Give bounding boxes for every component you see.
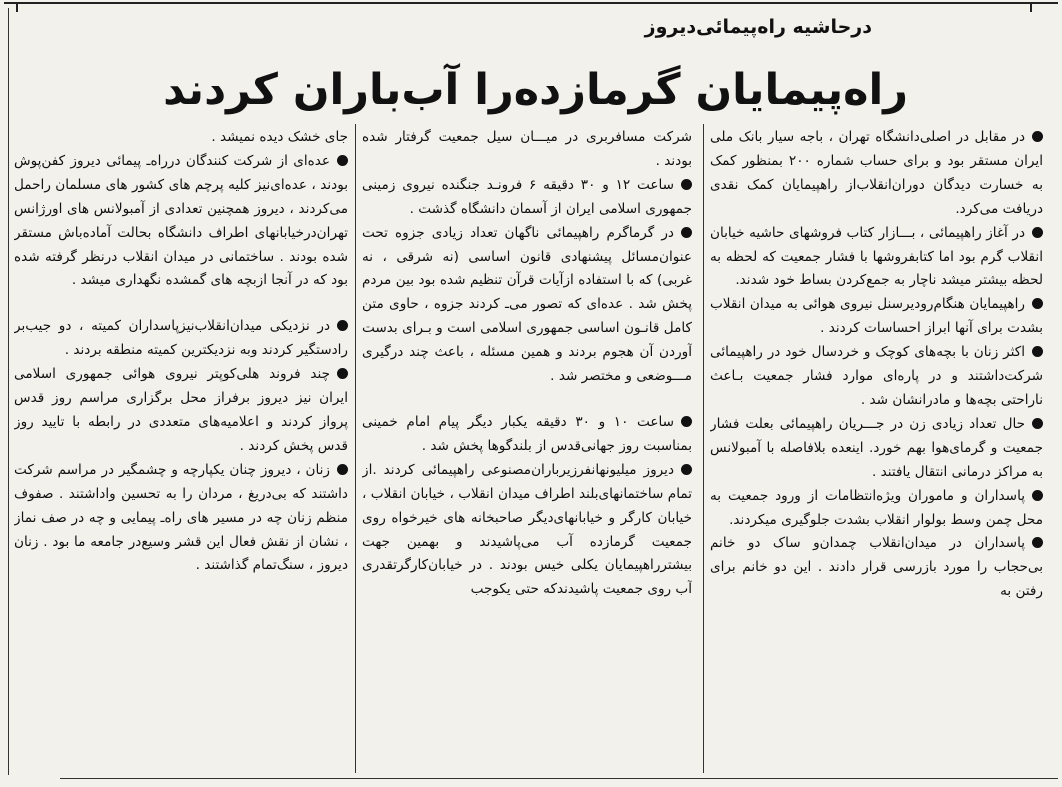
bullet-icon	[681, 227, 692, 238]
paragraph-text: پاسداران در میدان‌انقلاب چمدان‌و ساک دو خانم بی‌حجاب را مورد بازرسی قرار دادند . این دو خانم برای رفتن به	[710, 535, 1043, 600]
paragraph	[14, 315, 348, 363]
bullet-icon	[681, 179, 692, 190]
paragraph	[710, 413, 1043, 485]
column-rule	[703, 124, 704, 773]
paragraph-text: راهپیمایان هنگام‌رو‌دیرسنل نیروی هوائی به میدان انقلاب بشدت برای آنها ابراز احساسات کردند .	[710, 296, 1043, 337]
paragraph-text: شرکت مسافربری در میـــان سیل جمعیت گرفتار شده بودند .	[362, 129, 692, 169]
paragraph	[710, 126, 1043, 222]
bullet-icon	[337, 320, 348, 331]
paragraph-text: زنان ، دیروز چنان یکپارچه و چشمگیر در مراسم شرکت داشتند که بی‌دریغ ، مردان را به تحسین واداشتند . صفوف منظم زنان چه در مسیر های راه‌ـ پیمایی و چه در صف نماز ، نشان از نقش فعال این قشر وسیع‌در جامعه ما بود . زنان دیروز ، سنگ‌تمام گذاشتند .	[14, 461, 348, 574]
paragraph	[710, 222, 1043, 294]
paragraph-text: ساعت ۱۰ و ۳۰ دقیقه یکبار دیگر پیام امام خمینی بمناسبت روز جهانی‌قدس از بلندگوها پخش شد .	[362, 413, 692, 454]
paragraph	[14, 363, 348, 459]
paragraph-text: ساعت ۱۲ و ۳۰ دقیقه ۶ فرونـد جنگنده نیروی زمینی جمهوری اسلامی ایران از آسمان دانشگاه گذشت .	[362, 176, 692, 217]
paragraph-text: چند فروند هلی‌کوپتر نیروی هوائی جمهوری اسلامی ایران نیز دیروز برفراز محل برگزاری مراسم روز قدس پرواز کردند و اعلامیه‌های متعددی در رابطه با تایید روز قدس پخش کردند .	[14, 366, 348, 454]
paragraph	[14, 459, 348, 579]
bullet-icon	[337, 155, 348, 166]
paragraph	[14, 126, 348, 150]
paragraph-text: دیروز میلیونهانفرزیرباران‌مصنوعی راهپیمائی کردند .از تمام ساختمانهای‌بلند اطراف میدان انقلاب ، خیابان انقلاب ، خیابان کارگر و خیابانهای‌دیگر صاحبخانه های خیرخواه روی جمعیت گرمازده آب می‌پاشیدند و بهمین جهت بیشتر‌راهپیمایان یکلی خیس بودند . در خیابان‌کارگرتقدری آب روی جمعیت پاشیدندکه حتی یکوجب	[362, 461, 692, 598]
kicker: درحاشیه راه‌پیمائی‌دیروز	[644, 16, 872, 38]
paragraph-text: در نزدیکی میدان‌انقلاب‌نیزپاسداران کمیته ، دو جیب‌بر رادستگیر کردند وبه نزدیکترین کمیته منطقه بردند .	[14, 318, 348, 359]
bullet-icon	[1032, 346, 1043, 357]
paragraph-text: در مقابل در اصلی‌دانشگاه تهران ، باجه سیار بانک ملی ایران مستقر بود و برای حساب شماره ۲۰۰ بمنظور کمک به خسارت دیدگان دوران‌انقلاب‌از راهپیمایان کمک نقدی دریافت می‌کرد.	[710, 129, 1043, 217]
bullet-icon	[1032, 131, 1043, 142]
paragraph	[710, 341, 1043, 413]
paragraph-text: در آغاز راهپیمائی ، بـــازار کتاب فروشهای حاشیه خیابان انقلاب گرم بود اما کتابفروشها با فشار جمعیت که لحظه به لحظه بیشتر میشد ناچار به جمع‌کردن بساط خود شدند.	[710, 224, 1043, 289]
paragraph	[710, 532, 1043, 604]
paragraph-text: اکثر زنان با بچه‌های کوچک و خردسال خود در راهپیمائی شرکت‌داشتند و در پاره‌ای موارد فشار جمعیت بـاعث ناراحتی بچه‌ها و مادرانشان شد .	[710, 344, 1043, 408]
bullet-icon	[1032, 227, 1043, 238]
paragraph	[362, 126, 692, 174]
headline: راه‌پیمایان گرمازده‌را آب‌باران کردند	[163, 65, 908, 115]
column-rule	[355, 124, 356, 773]
bullet-icon	[1032, 490, 1043, 501]
bullet-icon	[681, 464, 692, 475]
paragraph-text: پاسداران و ماموران ویژه‌انتظامات از ورود جمعیت به محل چمن وسط بولوار انقلاب بشدت جلوگیری میکردند.	[710, 487, 1043, 528]
paragraph	[710, 485, 1043, 533]
column-right	[710, 126, 1043, 781]
bullet-icon	[681, 416, 692, 427]
top-rule-tick	[16, 2, 18, 12]
paragraph-text: جای خشک دیده نمیشد .	[211, 129, 348, 145]
bullet-icon	[1032, 418, 1043, 429]
bullet-icon	[337, 464, 348, 475]
paragraph	[362, 411, 692, 459]
paragraph	[362, 222, 692, 389]
bullet-icon	[337, 368, 348, 379]
left-rule	[8, 8, 9, 775]
paragraph-text: عده‌ای از شرکت کنندگان درراه‌ـ پیمائی دیروز کفن‌پوش بودند ، عده‌ای‌نیز کلیه پرچم های کشور های مسلمان راحمل می‌کردند ، دیروز همچنین تعدادی از آمبولانس های اورژانس تهران‌درخیابانهای اطراف دانشگاه بحالت آماده‌باش مستقر شده بودند . ساختمانی در میدان انقلاب درنظر گرفته شده بود که در آنجا ازبچه های گمشده نگهداری میشد .	[14, 152, 348, 289]
paragraph	[710, 293, 1043, 341]
paragraph	[362, 174, 692, 222]
top-rule-tick	[1030, 2, 1032, 12]
paragraph-text: حال تعداد زیادی زن در جـــریان راهپیمائی بعلت فشار جمعیت و گرمای‌هوا بهم خورد. اینعده بلافاصله با آمبولانس به مراکز درمانی انتقال یافتند .	[710, 415, 1043, 480]
column-middle	[362, 126, 692, 781]
paragraph	[14, 150, 348, 293]
paragraph-text: در گرماگرم راهپیمائی ناگهان تعداد زیادی جزوه تحت عنوان‌مسائل پیشنهادی قانون اساسی (نه شرقی ، نه غربی) که با استفاده ازآیات قرآن تنظیم شده بود بین مردم پخش شد . عده‌ای که تصور می‌ـ کردند جزوه ، حاوی متن کامل قانـون اساسی جمهوری اسلامی است و بـرای بدست آوردن آن هجوم بردند و همین مسئله ، باعث چند درگیری مـــوضعی و مختصر شد .	[362, 224, 692, 385]
paragraph	[362, 459, 692, 602]
bullet-icon	[1032, 537, 1043, 548]
bullet-icon	[1032, 298, 1043, 309]
column-left	[14, 126, 348, 781]
top-rule	[4, 2, 1058, 4]
